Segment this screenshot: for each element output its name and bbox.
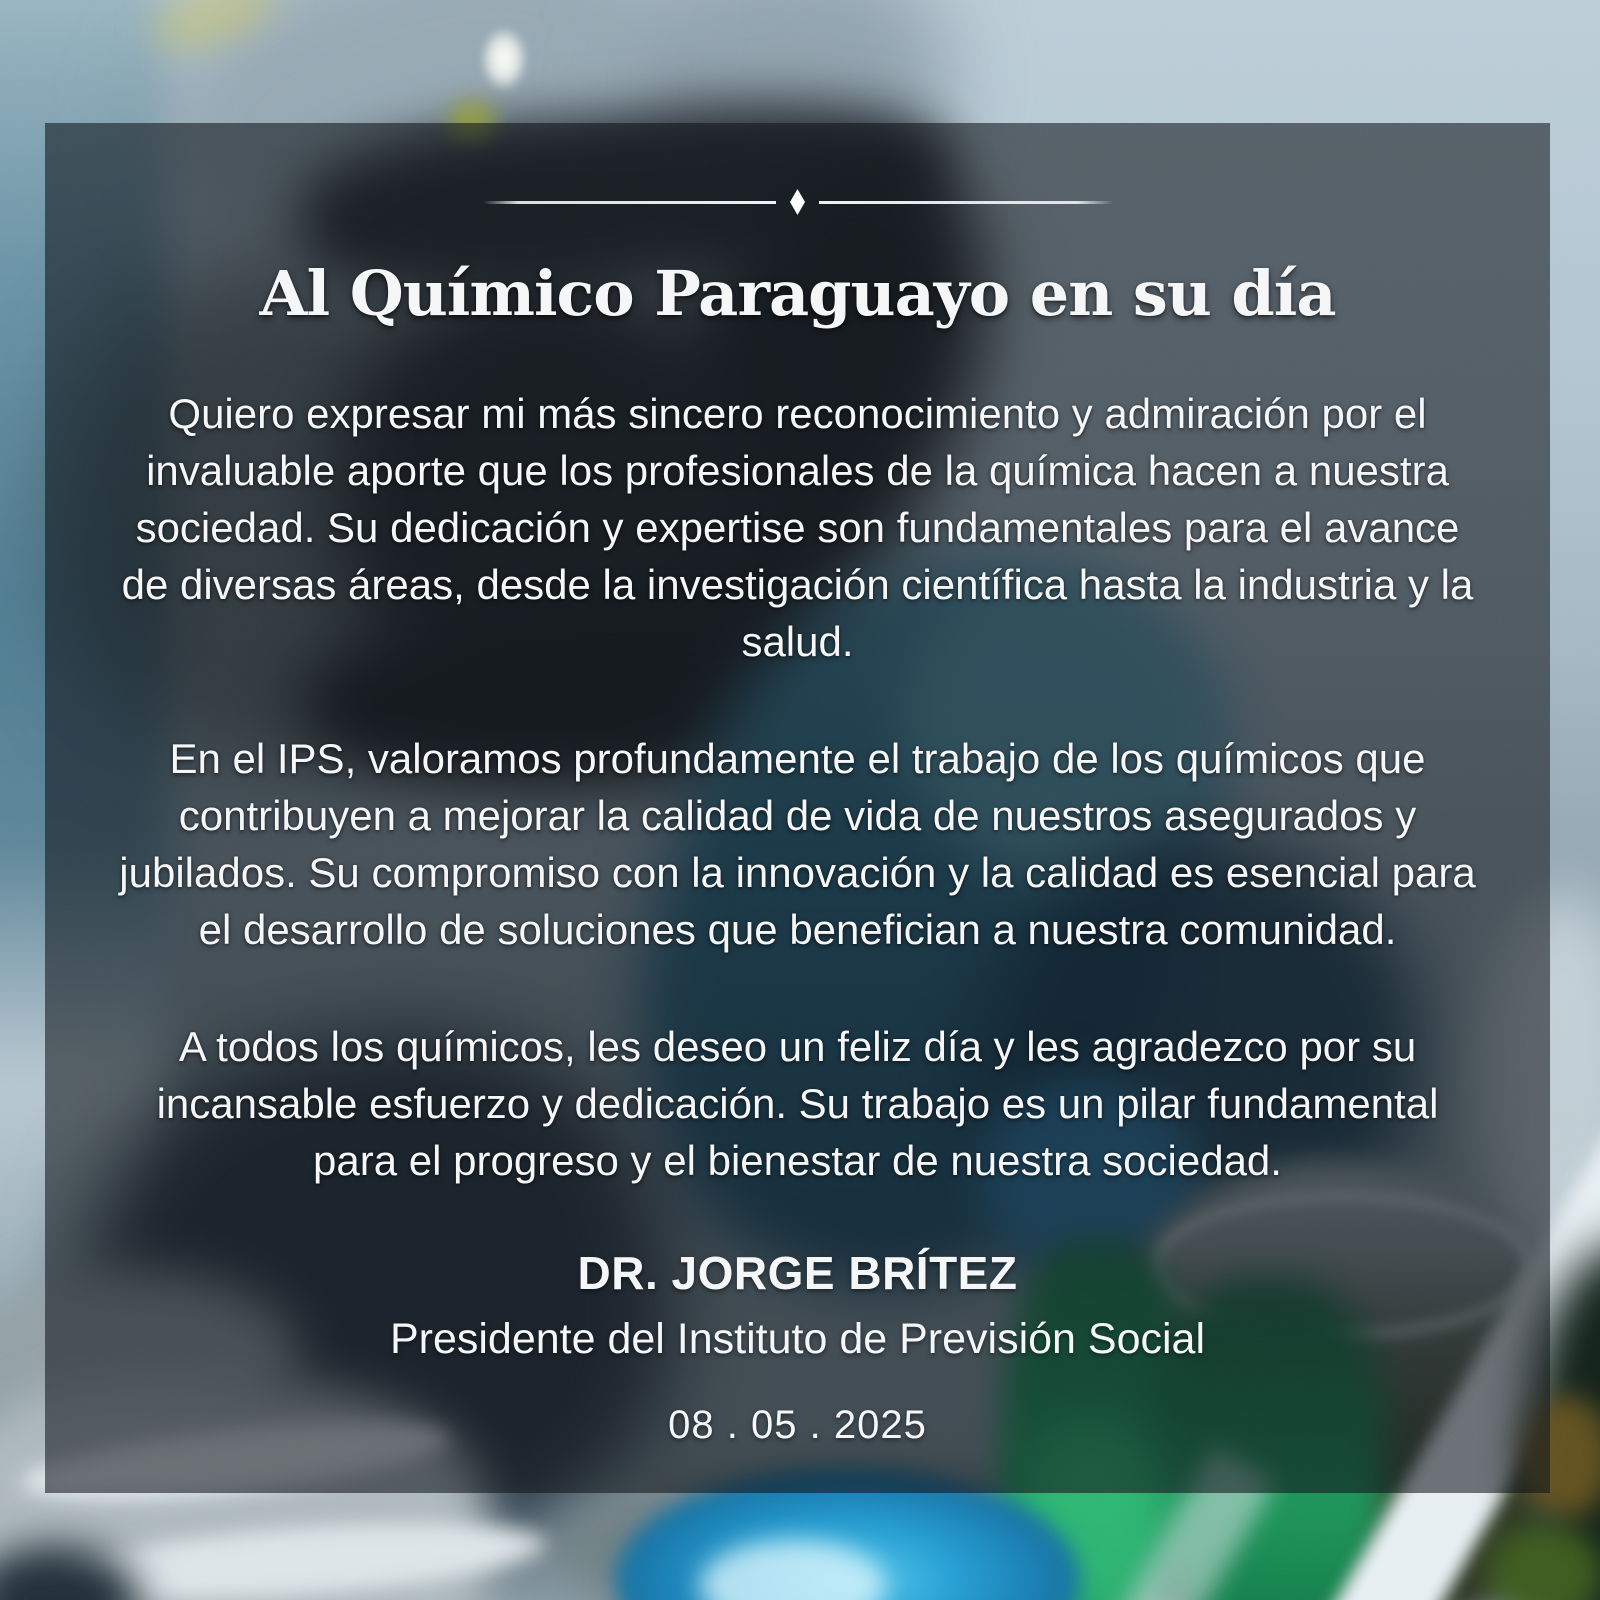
signature-role: Presidente del Instituto de Previsión Social	[389, 1315, 1206, 1363]
message-card	[45, 123, 1550, 1493]
diamond-icon	[790, 189, 805, 215]
message-paragraph-2: En el IPS, valoramos profundamente el trabajo de los químicos que contribuyen a mejorar la calidad de vida de nuestros asegurados y jubilados. Su compromiso con la innovación y la calidad es esencial para el desarrollo de soluciones que benefician a nuestra comunidad.	[119, 735, 1476, 953]
divider-line-right	[819, 201, 1113, 204]
signature-date: 08 . 05 . 2025	[668, 1403, 927, 1447]
bokeh-highlight	[480, 26, 528, 92]
ornamental-divider	[483, 189, 1113, 215]
message-paragraph-3: A todos los químicos, les deseo un feliz día y les agradezco por su incansable esfuerzo y dedicación. Su trabajo es un pilar fundamental para el progreso y el bienestar de nuestra sociedad.	[156, 1023, 1439, 1184]
poster-title: Al Químico Paraguayo en su día	[259, 257, 1336, 330]
message-card-content	[113, 123, 1483, 1451]
divider-line-left	[483, 201, 777, 204]
signature-name: DR. JORGE BRÍTEZ	[577, 1247, 1018, 1299]
message-paragraph-1: Quiero expresar mi más sincero reconocimiento y admiración por el invaluable aporte que los profesionales de la química hacen a nuestra sociedad. Su dedicación y expertise son fundamentales para el avance de diversas áreas, desde la investigación científica hasta la industria y la salud.	[121, 390, 1474, 665]
